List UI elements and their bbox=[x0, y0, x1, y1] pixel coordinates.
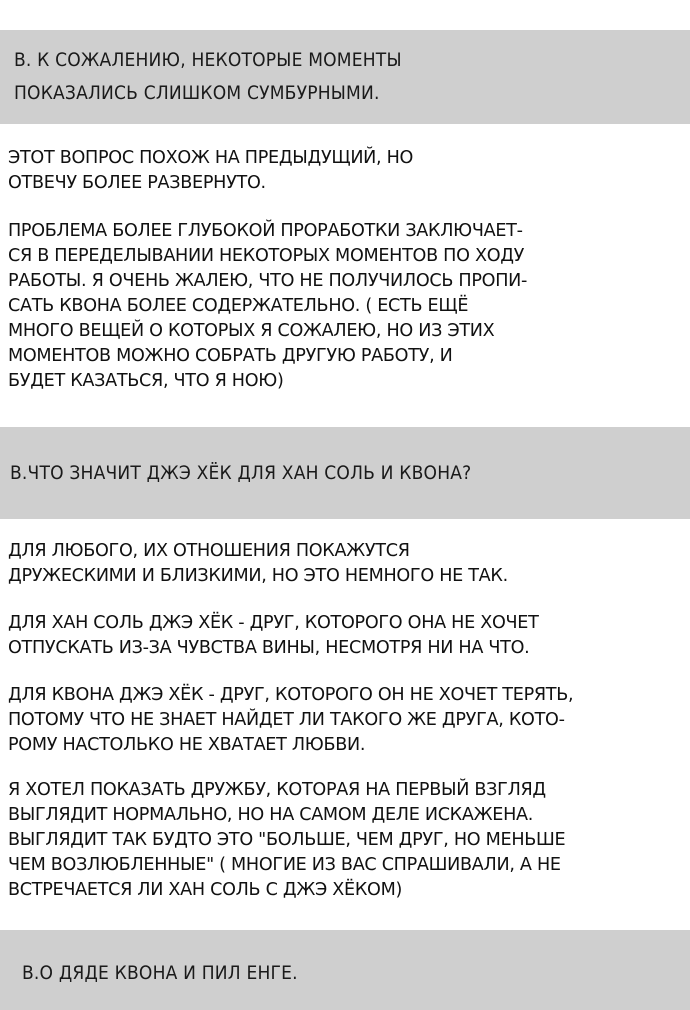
text-line: ПРОБЛЕМА БОЛЕЕ ГЛУБОКОЙ ПРОРАБОТКИ ЗАКЛЮЧАЕТ- bbox=[8, 221, 523, 241]
answer-2-paragraph-2 bbox=[8, 611, 684, 661]
question-band-1 bbox=[0, 30, 690, 124]
answer-1-paragraph-2 bbox=[8, 219, 684, 394]
text-line: ВЫГЛЯДИТ ТАК БУДТО ЭТО "БОЛЬШЕ, ЧЕМ ДРУГ, НО МЕНЬШЕ bbox=[8, 830, 566, 850]
text-line: ОТВЕЧУ БОЛЕЕ РАЗВЕРНУТО. bbox=[8, 173, 266, 193]
text-line: МОМЕНТОВ МОЖНО СОБРАТЬ ДРУГУЮ РАБОТУ, И bbox=[8, 346, 453, 366]
answer-2-paragraph-4 bbox=[8, 778, 684, 903]
text-line: СЯ В ПЕРЕДЕЛЫВАНИИ НЕКОТОРЫХ МОМЕНТОВ ПО ХОДУ bbox=[8, 246, 525, 266]
text-line: Я ХОТЕЛ ПОКАЗАТЬ ДРУЖБУ, КОТОРАЯ НА ПЕРВЫЙ ВЗГЛЯД bbox=[8, 780, 546, 800]
text-line: РОМУ НАСТОЛЬКО НЕ ХВАТАЕТ ЛЮБВИ. bbox=[8, 735, 366, 755]
text-line: ЭТОТ ВОПРОС ПОХОЖ НА ПРЕДЫДУЩИЙ, НО bbox=[8, 148, 414, 168]
question-3-line-1: В.О ДЯДЕ КВОНА И ПИЛ ЕНГЕ. bbox=[22, 962, 298, 984]
question-band-3 bbox=[0, 930, 690, 1010]
text-line: РАБОТЫ. Я ОЧЕНЬ ЖАЛЕЮ, ЧТО НЕ ПОЛУЧИЛОСЬ ПРОПИ- bbox=[8, 271, 528, 291]
text-line: ДЛЯ ЛЮБОГО, ИХ ОТНОШЕНИЯ ПОКАЖУТСЯ bbox=[8, 541, 410, 561]
question-band-2 bbox=[0, 427, 690, 519]
text-line: МНОГО ВЕЩЕЙ О КОТОРЫХ Я СОЖАЛЕЮ, НО ИЗ ЭТИХ bbox=[8, 321, 495, 341]
text-line: БУДЕТ КАЗАТЬСЯ, ЧТО Я НОЮ) bbox=[8, 371, 284, 391]
text-line: ПОТОМУ ЧТО НЕ ЗНАЕТ НАЙДЕТ ЛИ ТАКОГО ЖЕ ДРУГА, КОТО- bbox=[8, 710, 565, 730]
answer-2-paragraph-3 bbox=[8, 683, 684, 758]
text-line: ВСТРЕЧАЕТСЯ ЛИ ХАН СОЛЬ С ДЖЭ ХЁКОМ) bbox=[8, 880, 403, 900]
answer-2-paragraph-1 bbox=[8, 539, 684, 589]
text-line: ДЛЯ ХАН СОЛЬ ДЖЭ ХЁК - ДРУГ, КОТОРОГО ОНА НЕ ХОЧЕТ bbox=[8, 613, 539, 633]
text-line: ВЫГЛЯДИТ НОРМАЛЬНО, НО НА САМОМ ДЕЛЕ ИСКАЖЕНА. bbox=[8, 805, 534, 825]
text-line: ДРУЖЕСКИМИ И БЛИЗКИМИ, НО ЭТО НЕМНОГО НЕ ТАК. bbox=[8, 566, 508, 586]
question-1-line-2: ПОКАЗАЛИСЬ СЛИШКОМ СУМБУРНЫМИ. bbox=[14, 82, 380, 104]
text-line: ДЛЯ КВОНА ДЖЭ ХЁК - ДРУГ, КОТОРОГО ОН НЕ ХОЧЕТ ТЕРЯТЬ, bbox=[8, 685, 574, 705]
answer-1-paragraph-1 bbox=[8, 146, 684, 196]
question-1-line-1: В. К СОЖАЛЕНИЮ, НЕКОТОРЫЕ МОМЕНТЫ bbox=[14, 49, 402, 71]
text-line: ОТПУСКАТЬ ИЗ-ЗА ЧУВСТВА ВИНЫ, НЕСМОТРЯ НИ НА ЧТО. bbox=[8, 638, 530, 658]
text-line: САТЬ КВОНА БОЛЕЕ СОДЕРЖАТЕЛЬНО. ( ЕСТЬ ЕЩЁ bbox=[8, 296, 469, 316]
text-line: ЧЕМ ВОЗЛЮБЛЕННЫЕ" ( МНОГИЕ ИЗ ВАС СПРАШИВАЛИ, А НЕ bbox=[8, 855, 561, 875]
question-2-line-1: В.ЧТО ЗНАЧИТ ДЖЭ ХЁК ДЛЯ ХАН СОЛЬ И КВОНА? bbox=[10, 461, 472, 484]
